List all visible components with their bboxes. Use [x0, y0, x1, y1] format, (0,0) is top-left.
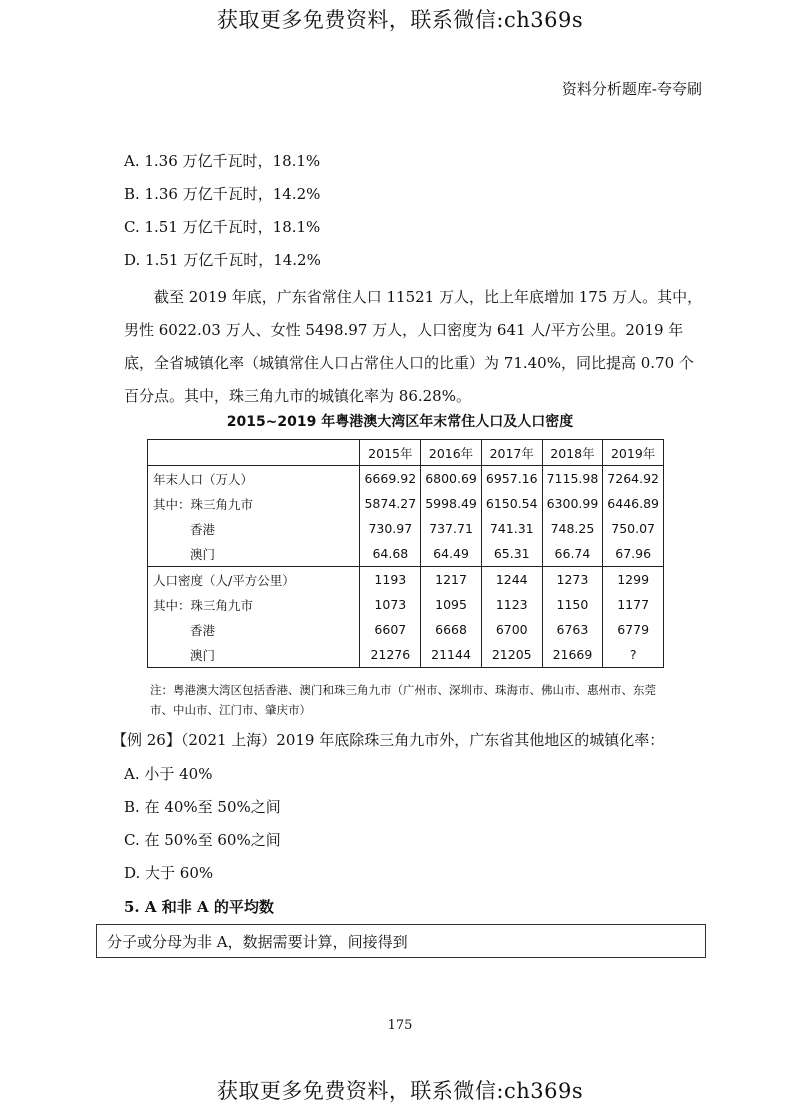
table-cell: 21276	[360, 642, 421, 668]
table-cell: 1073	[360, 592, 421, 617]
table-header-cell: 2019年	[603, 440, 664, 466]
table-cell: 66.74	[542, 541, 603, 567]
table-cell: 6668	[421, 617, 482, 642]
table-cell: 1244	[481, 567, 542, 593]
table-cell: 21144	[421, 642, 482, 668]
row-label: 其中：珠三角九市	[148, 592, 360, 617]
table-title: 2015~2019 年粤港澳大湾区年末常住人口及人口密度	[226, 414, 574, 430]
row-label: 年末人口（万人）	[148, 466, 360, 492]
table-cell: 7264.92	[603, 466, 664, 492]
prev-option-b: B. 1.36 万亿千瓦时，14.2%	[124, 185, 321, 203]
table-header-cell: 2018年	[542, 440, 603, 466]
example-question: 【例 26】（2021 上海）2019 年底除珠三角九市外，广东省其他地区的城镇化率：	[112, 731, 665, 749]
table-cell: 6300.99	[542, 491, 603, 516]
material-paragraph: 截至 2019 年底，广东省常住人口 11521 万人，比上年底增加 175 万人。其中，男性 6022.03 万人、女性 5498.97 万人，人口密度为 641 人/平方公里。2019 年底，全省城镇化率（城镇常住人口占常住人口的比重）为 71.40%，同比提高 0.70 个百分点。其中，珠三角九市的城镇化率为 86.28%。	[124, 288, 703, 405]
table-cell: 1095	[421, 592, 482, 617]
example-option-b: B. 在 40%至 50%之间	[124, 798, 281, 816]
table-header-cell	[148, 440, 360, 466]
prev-option-d: D. 1.51 万亿千瓦时，14.2%	[124, 251, 321, 269]
table-cell: 6763	[542, 617, 603, 642]
table-cell: 5998.49	[421, 491, 482, 516]
table-cell: 6607	[360, 617, 421, 642]
table-cell: 750.07	[603, 516, 664, 541]
table-cell: 6446.89	[603, 491, 664, 516]
table-note: 注：粤港澳大湾区包括香港、澳门和珠三角九市（广州市、深圳市、珠海市、佛山市、惠州市、东莞市、中山市、江门市、肇庆市）	[150, 683, 656, 717]
table-cell: 5874.27	[360, 491, 421, 516]
row-label: 香港	[148, 617, 360, 642]
table-row	[148, 516, 664, 541]
example-option-d: D. 大于 60%	[124, 864, 214, 882]
table-cell: 21205	[481, 642, 542, 668]
table-cell: 6669.92	[360, 466, 421, 492]
prev-option-c: C. 1.51 万亿千瓦时，18.1%	[124, 218, 321, 236]
table-header-cell: 2017年	[481, 440, 542, 466]
watermark-top: 获取更多免费资料，联系微信:ch369s	[216, 8, 584, 32]
table-row	[148, 541, 664, 567]
row-label: 香港	[148, 516, 360, 541]
table-row	[148, 592, 664, 617]
table-cell: 748.25	[542, 516, 603, 541]
page-number: 175	[387, 1018, 413, 1033]
table-row	[148, 567, 664, 593]
table-cell: ?	[603, 642, 664, 668]
table-row	[148, 491, 664, 516]
table-header-cell: 2016年	[421, 440, 482, 466]
table-cell: 1273	[542, 567, 603, 593]
prev-option-a: A. 1.36 万亿千瓦时，18.1%	[124, 152, 321, 170]
table-row	[148, 466, 664, 492]
table-cell: 64.68	[360, 541, 421, 567]
table-cell: 6800.69	[421, 466, 482, 492]
table-cell: 737.71	[421, 516, 482, 541]
table-cell: 21669	[542, 642, 603, 668]
table-row	[148, 642, 664, 668]
table-cell: 1177	[603, 592, 664, 617]
watermark-bottom: 获取更多免费资料，联系微信:ch369s	[216, 1079, 584, 1103]
example-option-c: C. 在 50%至 60%之间	[124, 831, 281, 849]
table-cell: 67.96	[603, 541, 664, 567]
row-label: 其中：珠三角九市	[148, 491, 360, 516]
table-cell: 6150.54	[481, 491, 542, 516]
table-cell: 741.31	[481, 516, 542, 541]
population-table	[147, 439, 664, 668]
table-cell: 1123	[481, 592, 542, 617]
table-cell: 1217	[421, 567, 482, 593]
table-cell: 6700	[481, 617, 542, 642]
table-header-row	[148, 440, 664, 466]
method-box: 分子或分母为非 A，数据需要计算，间接得到	[96, 924, 706, 958]
example-option-a: A. 小于 40%	[124, 765, 213, 783]
running-header: 资料分析题库-夸夸刷	[561, 80, 702, 98]
row-label: 澳门	[148, 642, 360, 668]
table-cell: 6779	[603, 617, 664, 642]
row-label: 澳门	[148, 541, 360, 567]
table-cell: 730.97	[360, 516, 421, 541]
row-label: 人口密度（人/平方公里）	[148, 567, 360, 593]
table-cell: 1150	[542, 592, 603, 617]
table-cell: 1299	[603, 567, 664, 593]
section-title: 5. A 和非 A 的平均数	[124, 898, 274, 916]
table-row	[148, 617, 664, 642]
table-cell: 6957.16	[481, 466, 542, 492]
table-cell: 65.31	[481, 541, 542, 567]
table-header-cell: 2015年	[360, 440, 421, 466]
table-cell: 7115.98	[542, 466, 603, 492]
table-cell: 1193	[360, 567, 421, 593]
table-cell: 64.49	[421, 541, 482, 567]
